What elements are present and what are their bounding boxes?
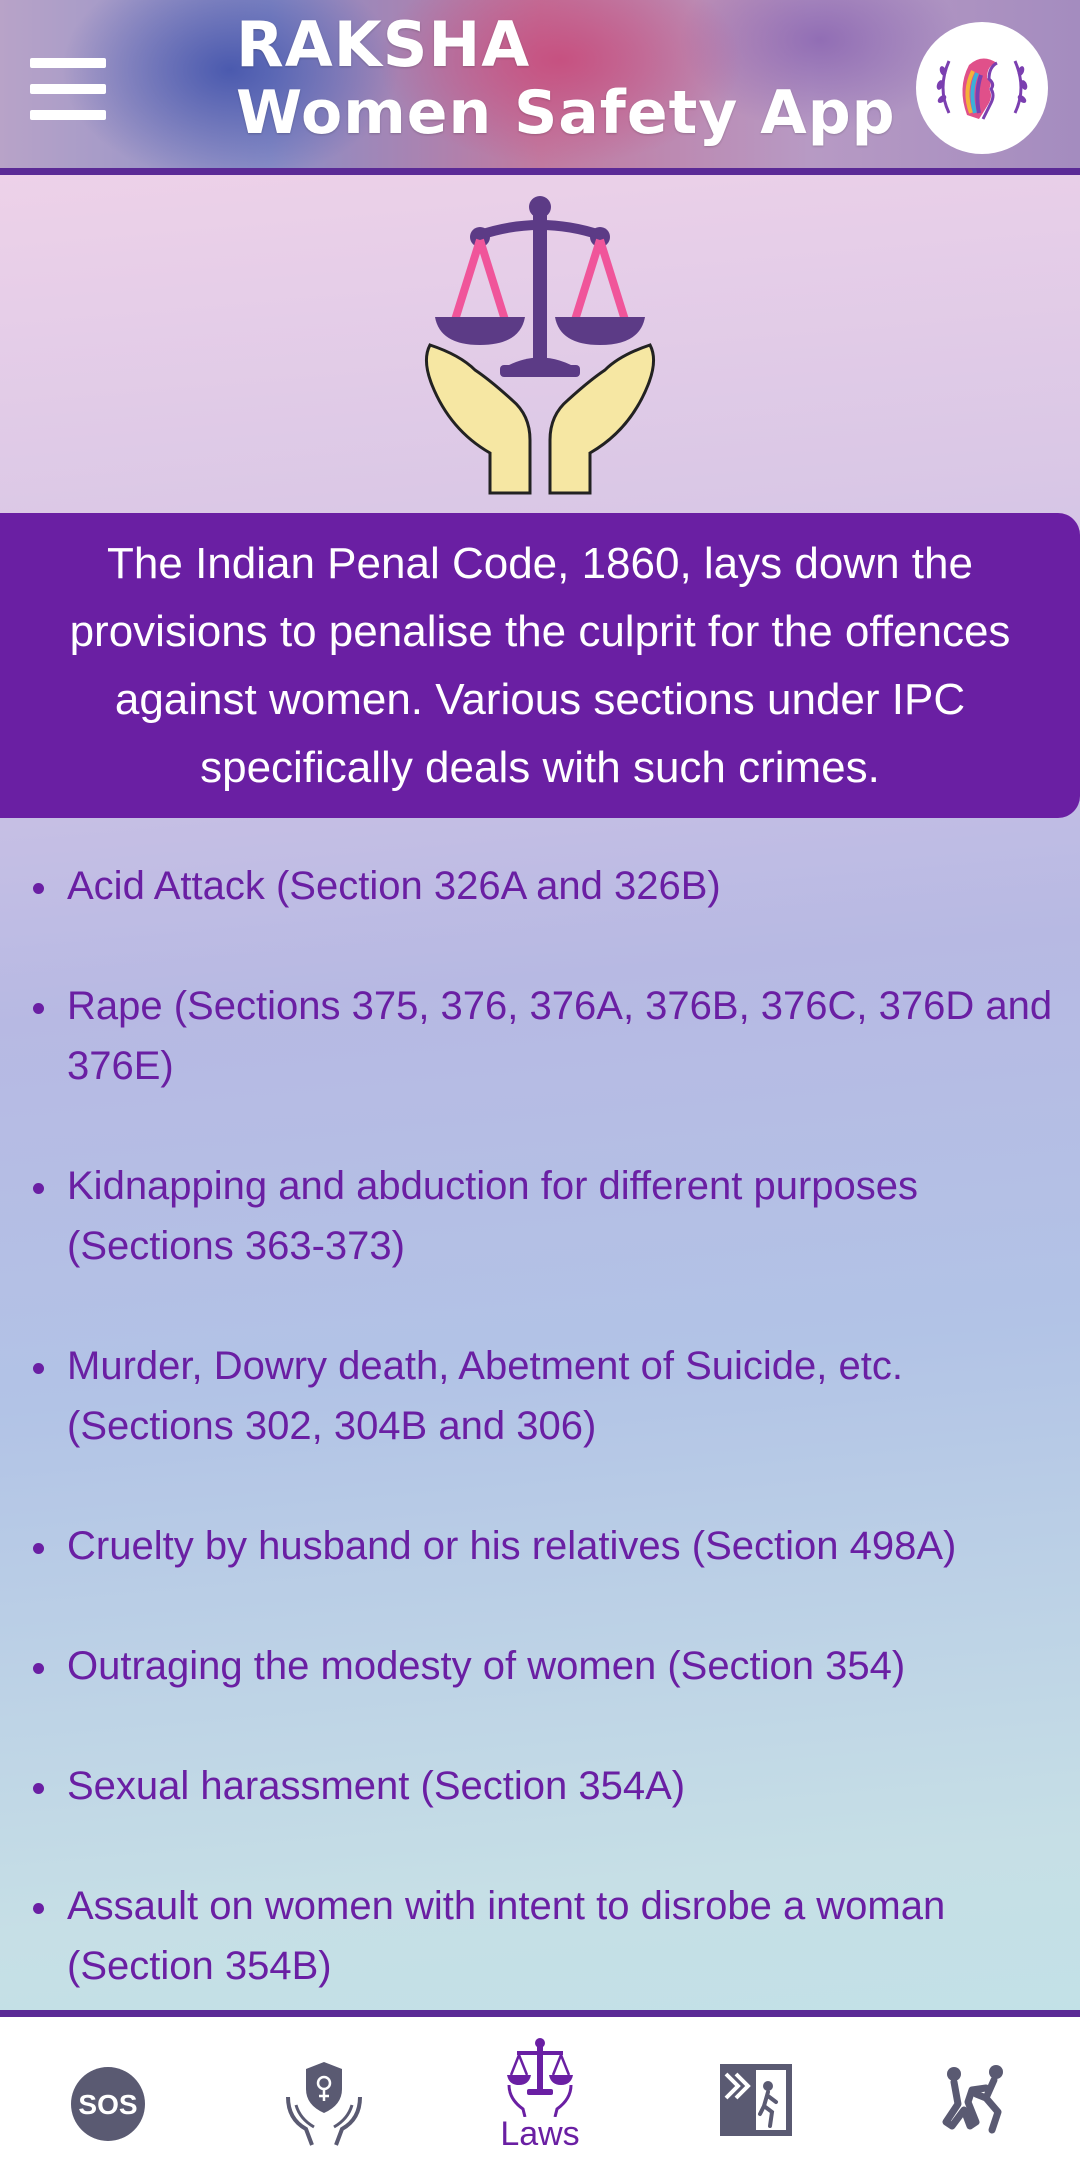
- list-item: Rape (Sections 375, 376, 376A, 376B, 376C, 376D and 376E): [0, 976, 1080, 1096]
- list-item: Assault on women with intent to disrobe a woman (Section 354B): [0, 1876, 1080, 1996]
- list-item: Outraging the modesty of women (Section 354): [0, 1636, 1080, 1696]
- nav-self-defense[interactable]: [864, 2017, 1080, 2180]
- list-item: Sexual harassment (Section 354A): [0, 1756, 1080, 1816]
- woman-profile-laurel-logo-icon: [927, 33, 1037, 143]
- exit-door-icon: [716, 2060, 796, 2140]
- nav-sos[interactable]: [0, 2017, 216, 2180]
- ipc-intro-text: The Indian Penal Code, 1860, lays down the provisions to penalise the culprit for the offences against women. Various sections under IPC specifically deals with such crimes.: [69, 538, 1011, 792]
- sos-text: SOS: [78, 2089, 138, 2120]
- scales-of-justice-icon: [505, 2037, 575, 2117]
- nav-escape[interactable]: [648, 2017, 864, 2180]
- bottom-navigation: [0, 2010, 1080, 2180]
- app-title-line1: RAKSHA: [236, 8, 531, 81]
- laws-list: [0, 856, 1080, 1996]
- app-header: [0, 0, 1080, 175]
- list-item: Acid Attack (Section 326A and 326B): [0, 856, 1080, 916]
- ipc-intro-box: [0, 513, 1080, 818]
- nav-protection[interactable]: [216, 2017, 432, 2180]
- female-shield-hands-icon: [284, 2057, 364, 2147]
- sos-icon: [68, 2064, 148, 2144]
- app-title-line2: Women Safety App: [236, 78, 896, 148]
- nav-laws-label: Laws: [500, 2115, 580, 2153]
- scales-of-justice-in-hands-icon: [420, 195, 660, 495]
- nav-laws[interactable]: [432, 2017, 648, 2180]
- self-defense-fight-icon: [932, 2060, 1012, 2140]
- list-item: Cruelty by husband or his relatives (Section 498A): [0, 1516, 1080, 1576]
- list-item: Kidnapping and abduction for different purposes (Sections 363-373): [0, 1156, 1080, 1276]
- app-logo: [916, 22, 1048, 154]
- list-item: Murder, Dowry death, Abetment of Suicide, etc. (Sections 302, 304B and 306): [0, 1336, 1080, 1456]
- hamburger-menu-icon[interactable]: [30, 58, 106, 120]
